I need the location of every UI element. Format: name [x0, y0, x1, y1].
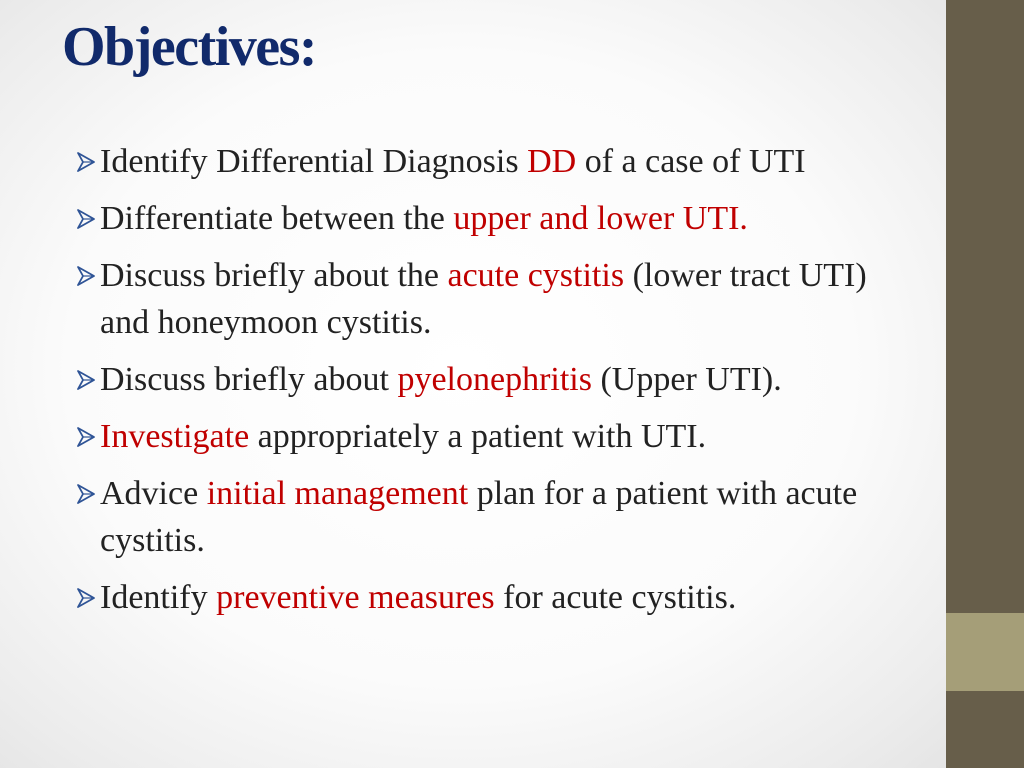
text-segment: Discuss briefly about: [100, 361, 398, 398]
objective-text: [100, 252, 904, 346]
text-segment: of a case of UTI: [576, 143, 806, 180]
highlighted-term: upper and lower UTI.: [453, 200, 748, 237]
highlighted-term: acute cystitis: [447, 257, 625, 294]
objective-item: [74, 574, 904, 621]
text-segment: plan for a patient with acute cystitis.: [100, 475, 858, 559]
objective-item: [74, 470, 904, 564]
arrowhead-bullet-icon: [74, 207, 98, 231]
objective-item: [74, 252, 904, 346]
objectives-list: [74, 138, 904, 631]
text-segment: Identify: [100, 579, 217, 616]
objective-text: [100, 574, 904, 621]
text-segment: appropriately a patient with UTI.: [249, 418, 707, 455]
highlighted-term: DD: [527, 143, 577, 180]
arrowhead-bullet-icon: [74, 425, 98, 449]
objective-item: [74, 356, 904, 403]
text-segment: Identify Differential Diagnosis: [100, 143, 528, 180]
arrowhead-bullet-icon: [74, 586, 98, 610]
arrowhead-bullet-icon: [74, 482, 98, 506]
text-segment: for acute cystitis.: [494, 579, 737, 616]
highlighted-term: pyelonephritis: [397, 361, 592, 398]
slide-title: Objectives:: [62, 16, 317, 78]
decorative-sidebar: [946, 0, 1024, 768]
objective-text: [100, 138, 904, 185]
objective-text: [100, 195, 904, 242]
text-segment: Advice: [100, 475, 207, 512]
sidebar-block-bottom: [946, 691, 1024, 768]
objective-text: [100, 356, 904, 403]
objective-text: [100, 470, 904, 564]
objective-text: [100, 413, 904, 460]
arrowhead-bullet-icon: [74, 150, 98, 174]
highlighted-term: preventive measures: [216, 579, 495, 616]
text-segment: Discuss briefly about the: [100, 257, 448, 294]
arrowhead-bullet-icon: [74, 264, 98, 288]
objective-item: [74, 195, 904, 242]
objective-item: [74, 138, 904, 185]
text-segment: (lower tract UTI) and honeymoon cystitis.: [100, 257, 867, 341]
text-segment: Differentiate between the: [100, 200, 454, 237]
highlighted-term: Investigate: [100, 418, 250, 455]
sidebar-block-top: [946, 0, 1024, 613]
sidebar-block-middle: [946, 613, 1024, 691]
objective-item: [74, 413, 904, 460]
arrowhead-bullet-icon: [74, 368, 98, 392]
highlighted-term: initial management: [206, 475, 469, 512]
text-segment: (Upper UTI).: [591, 361, 782, 398]
